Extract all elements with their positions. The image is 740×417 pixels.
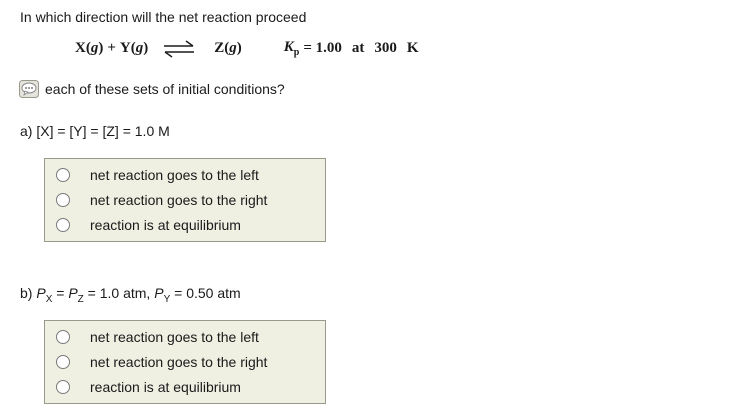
temperature-unit: K: [406, 40, 419, 56]
part-a-choices: [44, 158, 326, 242]
kp-symbol: $K_p$: [283, 39, 300, 58]
radio-button[interactable]: [56, 218, 70, 232]
product-z: Z(g): [214, 40, 242, 56]
question-continuation: each of these sets of initial conditions?: [45, 81, 285, 97]
at-word: at: [351, 40, 365, 56]
comment-bubble-icon[interactable]: [19, 80, 39, 98]
radio-button[interactable]: [56, 380, 70, 394]
radio-button[interactable]: [56, 193, 70, 207]
part-b-choices: [44, 320, 326, 404]
temperature-value: 300: [374, 40, 397, 56]
radio-button[interactable]: [56, 330, 70, 344]
radio-button[interactable]: [56, 168, 70, 182]
choice-label: net reaction goes to the right: [90, 191, 268, 208]
part-b-choice-left[interactable]: [45, 324, 325, 349]
reactant-y: Y(g): [119, 40, 149, 56]
question-text: In which direction will the net reaction proceed: [20, 9, 307, 25]
part-b-choice-equilibrium[interactable]: [45, 374, 325, 399]
part-a-label: a) [X] = [Y] = [Z] = 1.0 M: [20, 123, 170, 139]
radio-button[interactable]: [56, 355, 70, 369]
choice-label: reaction is at equilibrium: [90, 216, 241, 233]
part-b-label: b) $P_X = P_Z = 1.0$ atm, $P_Y = 0.50$ atm: [20, 285, 241, 305]
part-a-choice-right[interactable]: [45, 187, 325, 212]
plus-sign: +: [107, 40, 116, 56]
equilibrium-arrows-icon: [162, 40, 196, 58]
reaction-equation: [75, 39, 419, 58]
choice-label: net reaction goes to the right: [90, 353, 268, 370]
choice-label: net reaction goes to the left: [90, 166, 259, 183]
part-a-choice-equilibrium[interactable]: [45, 212, 325, 237]
kp-value: = 1.00: [303, 40, 342, 56]
choice-label: net reaction goes to the left: [90, 328, 259, 345]
reactant-x: X(g): [75, 40, 104, 56]
part-a-choice-left[interactable]: [45, 162, 325, 187]
conditions-line: [19, 80, 285, 98]
choice-label: reaction is at equilibrium: [90, 378, 241, 395]
part-b-choice-right[interactable]: [45, 349, 325, 374]
